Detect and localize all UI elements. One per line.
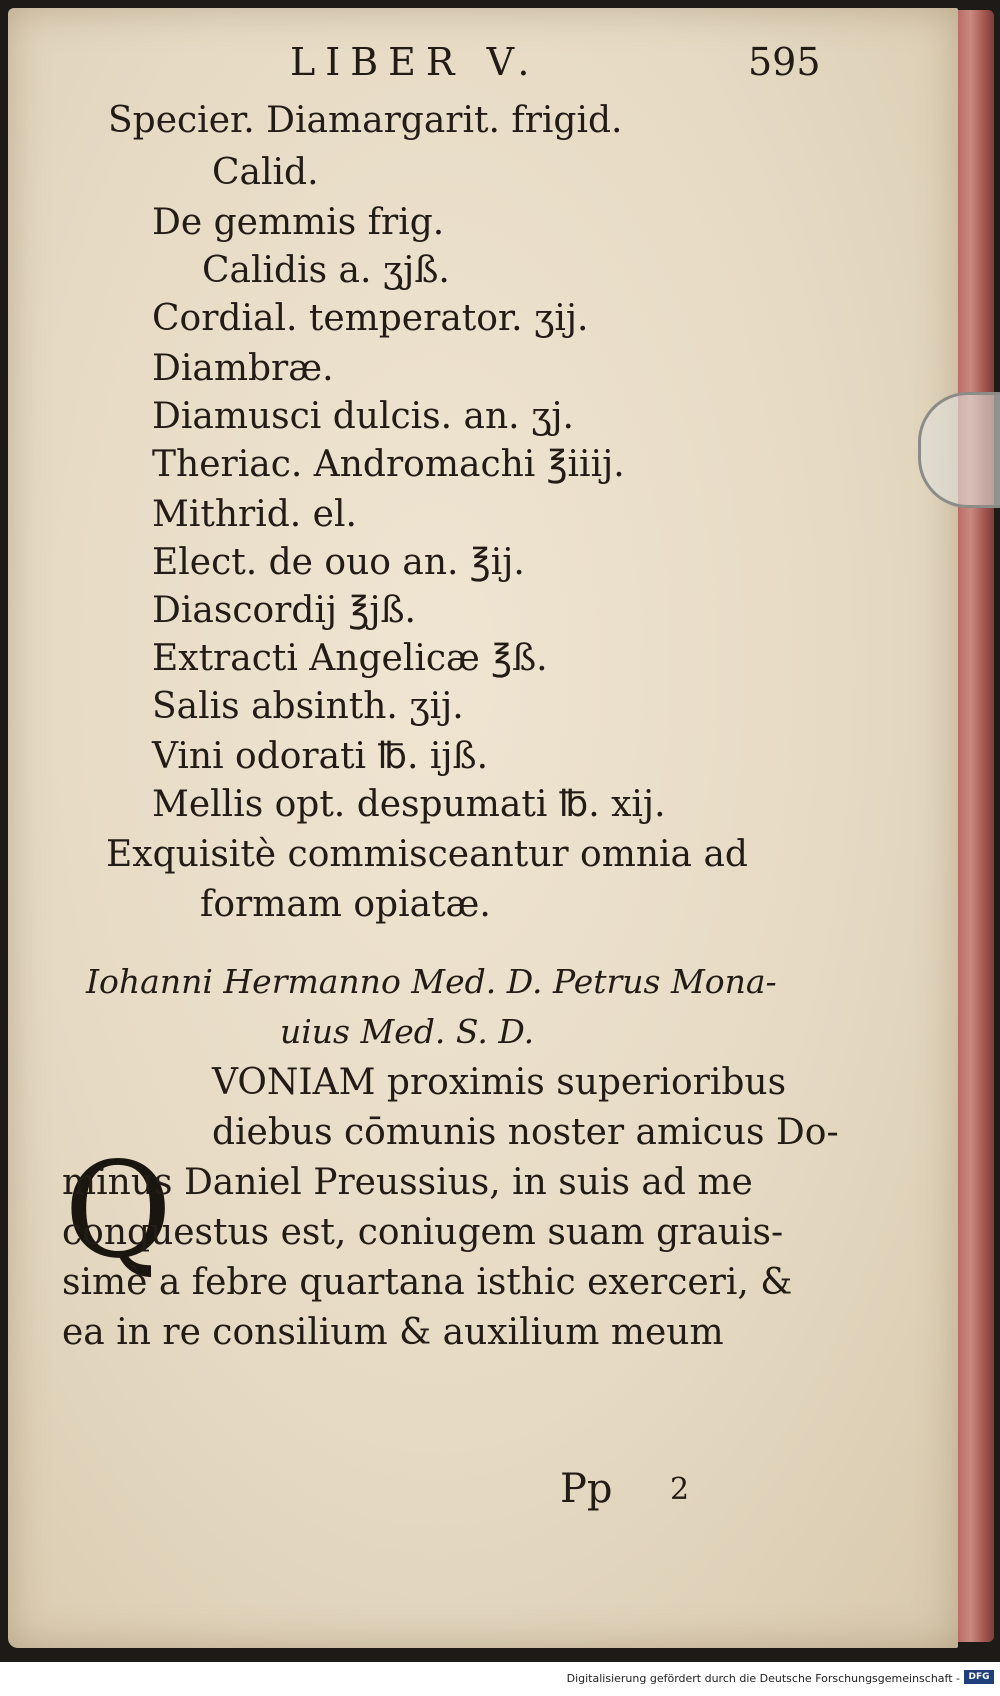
recipe-line: Mithrid. el. (152, 494, 357, 535)
letter-line: conquestus est, coniugem suam grauis- (62, 1212, 784, 1253)
running-title: LIBER V. (290, 40, 540, 84)
recipe-line: Mellis opt. despumati ℔. xij. (152, 784, 666, 825)
book-page (8, 8, 958, 1648)
letter-heading: Iohanni Hermanno Med. D. Petrus Mona- (86, 962, 777, 1001)
letter-line: VONIAM proximis superioribus (212, 1062, 787, 1103)
drop-cap: Q (64, 1134, 173, 1288)
recipe-line: Diamusci dulcis. an. ʒj. (152, 396, 574, 437)
recipe-line: Salis absinth. ʒij. (152, 686, 464, 727)
page-number: 595 (748, 40, 821, 84)
recipe-line: Calid. (212, 152, 319, 193)
recipe-line: Diambræ. (152, 348, 334, 389)
page-edge (958, 10, 994, 1642)
recipe-line: Elect. de ouo an. ℥ij. (152, 542, 525, 583)
dfg-logo: DFG (964, 1670, 994, 1684)
recipe-line: Cordial. temperator. ʒij. (152, 298, 589, 339)
letter-heading: uius Med. S. D. (280, 1012, 535, 1051)
letter-line: simè a febre quartana isthic exerceri, & (62, 1262, 793, 1303)
recipe-line: Specier. Diamargarit. frigid. (108, 100, 623, 141)
letter-line: diebus cōmunis noster amicus Do- (212, 1112, 839, 1153)
recipe-line: De gemmis frig. (152, 202, 445, 243)
instruction-line: formam opiatæ. (200, 884, 491, 925)
letter-line: ea in re consilium & auxilium meum (62, 1312, 724, 1353)
instruction-line: Exquisitè commisceantur omnia ad (106, 834, 748, 875)
recipe-line: Theriac. Andromachi ℥iiij. (152, 444, 625, 485)
digitization-credit: Digitalisierung gefördert durch die Deutsche Forschungsgemeinschaft - (566, 1672, 960, 1685)
recipe-line: Diascordij ℥jß. (152, 590, 416, 631)
recipe-line: Vini odorati ℔. ijß. (152, 736, 489, 777)
recipe-line: Calidis a. ʒjß. (202, 250, 450, 291)
signature-mark: Pp (560, 1466, 613, 1512)
signature-number: 2 (670, 1472, 690, 1507)
recipe-line: Extracti Angelicæ ℥ß. (152, 638, 548, 679)
page-clip (918, 392, 1000, 508)
letter-line: minus Daniel Preussius, in suis ad me (62, 1162, 753, 1203)
